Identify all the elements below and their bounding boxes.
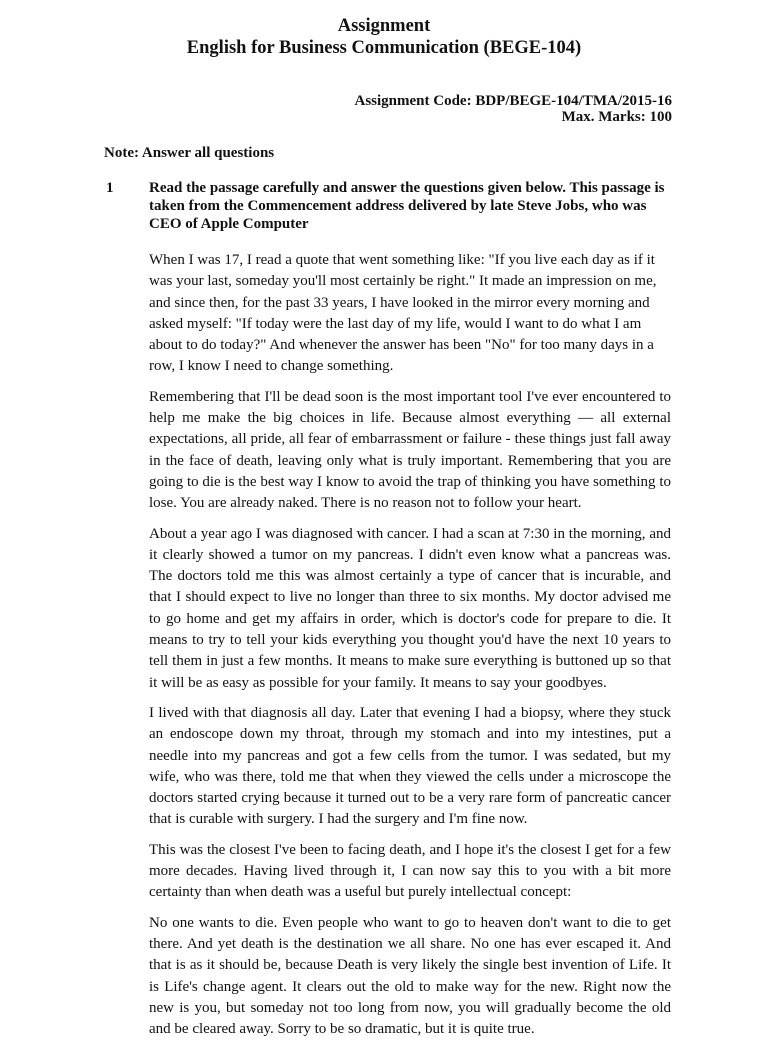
passage-paragraph-4: I lived with that diagnosis all day. Later that evening I had a biopsy, where they stuck an endoscope down my throat, through my stomach and into my intestines, put a needle into my pancreas and got a few cells from the tumor. I was sedated, but my wife, who was there, told me that when they viewed the cells under a microscope the doctors started crying because it turned out to be a very rare form of pancreatic cancer that is curable with surgery. I had the surgery and I'm fine now.	[149, 704, 671, 828]
question-instruction: Read the passage carefully and answer the questions given below. This passage is taken from the Commencement address delivered by late Steve Jobs, who was CEO of Apple Computer	[149, 180, 665, 232]
max-marks: Max. Marks: 100	[561, 109, 672, 125]
passage-paragraph-5: This was the closest I've been to facing death, and I hope it's the closest I get for a few more decades. Having lived through it, I can now say this to you with a bit more certainty than when death was a useful but purely intellectual concept:	[149, 841, 671, 901]
question-number: 1	[106, 180, 114, 196]
passage-paragraph-6: No one wants to die. Even people who want to go to heaven don't want to die to get there. And yet death is the destination we all share. No one has ever escaped it. And that is as it should be, because Death is very likely the single best invention of Life. It is Life's change agent. It clears out the old to make way for the new. Right now the new is you, but someday not too long from now, you will gradually become the old and be cleared away. Sorry to be so dramatic, but it is quite true.	[149, 914, 671, 1038]
course-title: English for Business Communication (BEGE-104)	[186, 38, 582, 58]
document-title: Assignment	[337, 16, 431, 36]
reading-passage	[149, 250, 671, 1049]
assignment-code: Assignment Code: BDP/BEGE-104/TMA/2015-16	[354, 93, 672, 109]
instructions-note: Note: Answer all questions	[104, 145, 275, 161]
passage-paragraph-1: When I was 17, I read a quote that went something like: "If you live each day as if it was your last, someday you'll most certainly be right." It made an impression on me, and since then, for the past 33 years, I have looked in the mirror every morning and asked myself: "If today were the last day of my life, would I want to do what I am about to do today?" And whenever the answer has been "No" for too many days in a row, I know I need to change something.	[149, 252, 657, 375]
passage-paragraph-2: Remembering that I'll be dead soon is the most important tool I've ever encountered to help me make the big choices in life. Because almost everything — all external expectations, all pride, all fear of embarrassment or failure - these things just fall away in the face of death, leaving only what is truly important. Remembering that you are going to die is the best way I know to avoid the trap of thinking you have something to lose. You are already naked. There is no reason not to follow your heart.	[149, 388, 671, 512]
passage-paragraph-3: About a year ago I was diagnosed with cancer. I had a scan at 7:30 in the morning, and it clearly showed a tumor on my pancreas. I didn't even know what a pancreas was. The doctors told me this was almost certainly a type of cancer that is incurable, and that I should expect to live no longer than three to six months. My doctor advised me to go home and get my affairs in order, which is doctor's code for prepare to die. It means to try to tell your kids everything you thought you'd have the next 10 years to tell them in just a few months. It means to make sure everything is buttoned up so that it will be as easy as possible for your family. It means to say your goodbyes.	[149, 525, 671, 691]
